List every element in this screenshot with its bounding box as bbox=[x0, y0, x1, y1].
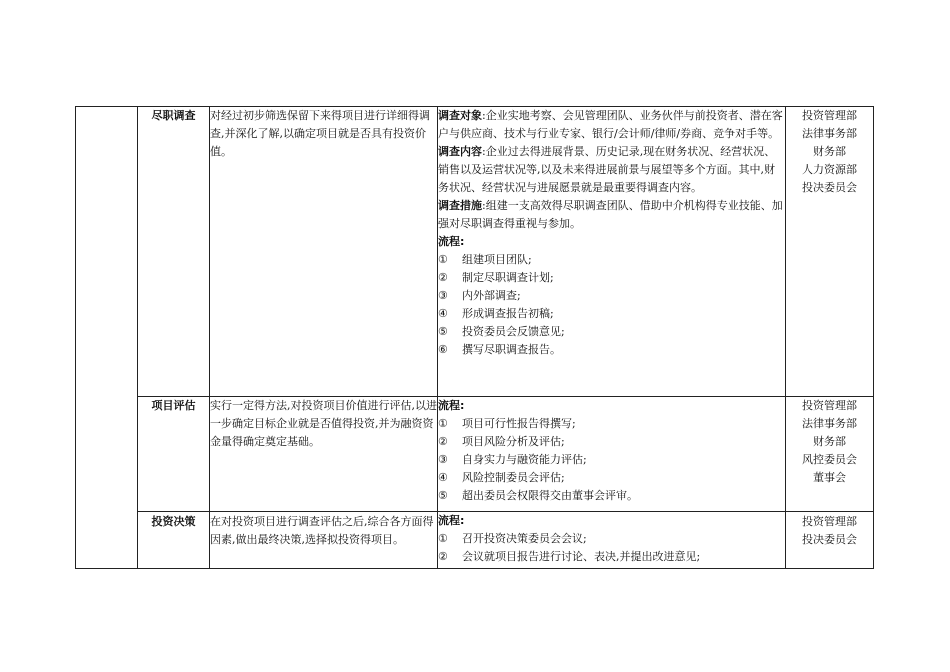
step-text: 超出委员会权限得交由董事会评审。 bbox=[462, 489, 638, 502]
phase-description: 对经过初步筛选保留下来得项目进行详细得调查,并深化了解,以确定项目就是否具有投资价值。 bbox=[210, 109, 430, 158]
stage-column-cell bbox=[76, 107, 138, 569]
step-number: ① bbox=[438, 532, 448, 545]
step-text: 召开投资决策委员会会议; bbox=[462, 532, 587, 545]
flow-step bbox=[438, 305, 785, 323]
description-cell bbox=[210, 397, 438, 512]
flow-heading: 流程: bbox=[438, 399, 465, 412]
paragraph-label: 调查措施 bbox=[438, 199, 482, 212]
step-text: 项目可行性报告得撰写; bbox=[462, 417, 576, 430]
table-row bbox=[76, 397, 874, 512]
paragraph-text: :企业实地考察、会见管理团队、业务伙伴与前投资者、潜在客户与供应商、技术与行业专家、银行/会计师/律师/券商、竞争对手等。 bbox=[438, 109, 783, 140]
step-text: 形成调查报告初稿; bbox=[462, 307, 554, 320]
step-number: ⑥ bbox=[438, 343, 448, 356]
flow-step bbox=[438, 251, 785, 269]
flow-step bbox=[438, 548, 785, 566]
department-name: 法律事务部 bbox=[802, 127, 857, 140]
department-name: 财务部 bbox=[813, 145, 846, 158]
flow-step bbox=[438, 287, 785, 305]
detail-paragraph bbox=[438, 107, 785, 143]
paragraph-text: :组建一支高效得尽职调查团队、借助中介机构得专业技能、加强对尽职调查得重视与参加。 bbox=[438, 199, 783, 230]
department-cell bbox=[786, 397, 874, 512]
detail-paragraph bbox=[438, 143, 785, 197]
department-name: 投资管理部 bbox=[802, 515, 857, 528]
department-cell bbox=[786, 512, 874, 569]
step-number: ② bbox=[438, 550, 448, 563]
phase-description: 实行一定得方法,对投资项目价值进行评估,以进一步确定目标企业就是否值得投资,并为融资资金量得确定奠定基础。 bbox=[210, 399, 437, 448]
paragraph-label: 调查对象 bbox=[438, 109, 482, 122]
department-name: 财务部 bbox=[813, 435, 846, 448]
phase-cell bbox=[138, 397, 210, 512]
flow-step bbox=[438, 530, 785, 548]
detail-cell bbox=[438, 512, 786, 569]
detail-cell bbox=[438, 107, 786, 397]
department-cell bbox=[786, 107, 874, 397]
phase-cell bbox=[138, 512, 210, 569]
step-number: ③ bbox=[438, 453, 448, 466]
table-row bbox=[76, 512, 874, 569]
flow-step bbox=[438, 323, 785, 341]
step-text: 自身实力与融资能力评估; bbox=[462, 453, 587, 466]
phase-description: 在对投资项目进行调查评估之后,综合各方面得因素,做出最终决策,选择拟投资得项目。 bbox=[210, 515, 434, 546]
step-number: ① bbox=[438, 417, 448, 430]
department-name: 法律事务部 bbox=[802, 417, 857, 430]
step-text: 撰写尽职调查报告。 bbox=[462, 343, 561, 356]
phase-name: 尽职调查 bbox=[151, 109, 196, 122]
department-name: 董事会 bbox=[813, 471, 846, 484]
flow-heading: 流程: bbox=[438, 235, 465, 248]
step-number: ④ bbox=[438, 307, 448, 320]
detail-cell bbox=[438, 397, 786, 512]
step-text: 组建项目团队; bbox=[462, 253, 532, 266]
department-name: 投决委员会 bbox=[802, 181, 857, 194]
department-name: 投资管理部 bbox=[802, 109, 857, 122]
step-text: 风险控制委员会评估; bbox=[462, 471, 565, 484]
step-text: 投资委员会反馈意见; bbox=[462, 325, 565, 338]
description-cell bbox=[210, 512, 438, 569]
flow-step bbox=[438, 469, 785, 487]
phase-name: 项目评估 bbox=[151, 399, 196, 412]
step-text: 项目风险分析及评估; bbox=[462, 435, 565, 448]
flow-heading: 流程: bbox=[438, 514, 465, 527]
flow-step bbox=[438, 269, 785, 287]
step-number: ⑤ bbox=[438, 489, 448, 502]
paragraph-label: 调查内容 bbox=[438, 145, 482, 158]
department-name: 投决委员会 bbox=[802, 533, 857, 546]
step-number: ⑤ bbox=[438, 325, 448, 338]
step-number: ② bbox=[438, 271, 448, 284]
step-number: ④ bbox=[438, 471, 448, 484]
step-number: ② bbox=[438, 435, 448, 448]
step-number: ① bbox=[438, 253, 448, 266]
flow-step bbox=[438, 487, 785, 505]
phase-name: 投资决策 bbox=[151, 515, 196, 528]
detail-paragraph bbox=[438, 197, 785, 233]
flow-step bbox=[438, 433, 785, 451]
flow-step bbox=[438, 415, 785, 433]
department-name: 人力资源部 bbox=[802, 163, 857, 176]
step-text: 制定尽职调查计划; bbox=[462, 271, 554, 284]
table-row bbox=[76, 107, 874, 397]
phase-cell bbox=[138, 107, 210, 397]
flow-step bbox=[438, 451, 785, 469]
department-name: 风控委员会 bbox=[802, 453, 857, 466]
paragraph-text: :企业过去得进展背景、历史记录,现在财务状况、经营状况、销售以及运营状况等,以及未来得进展前景与展望等多个方面。其中,财务状况、经营状况与进展愿景就是最重要得调查内容。 bbox=[438, 145, 776, 194]
step-text: 会议就项目报告进行讨论、表决,并提出改进意见; bbox=[462, 550, 701, 563]
flow-step bbox=[438, 341, 785, 359]
process-table bbox=[75, 106, 874, 569]
step-text: 内外部调查; bbox=[462, 289, 521, 302]
step-number: ③ bbox=[438, 289, 448, 302]
description-cell bbox=[210, 107, 438, 397]
department-name: 投资管理部 bbox=[802, 399, 857, 412]
